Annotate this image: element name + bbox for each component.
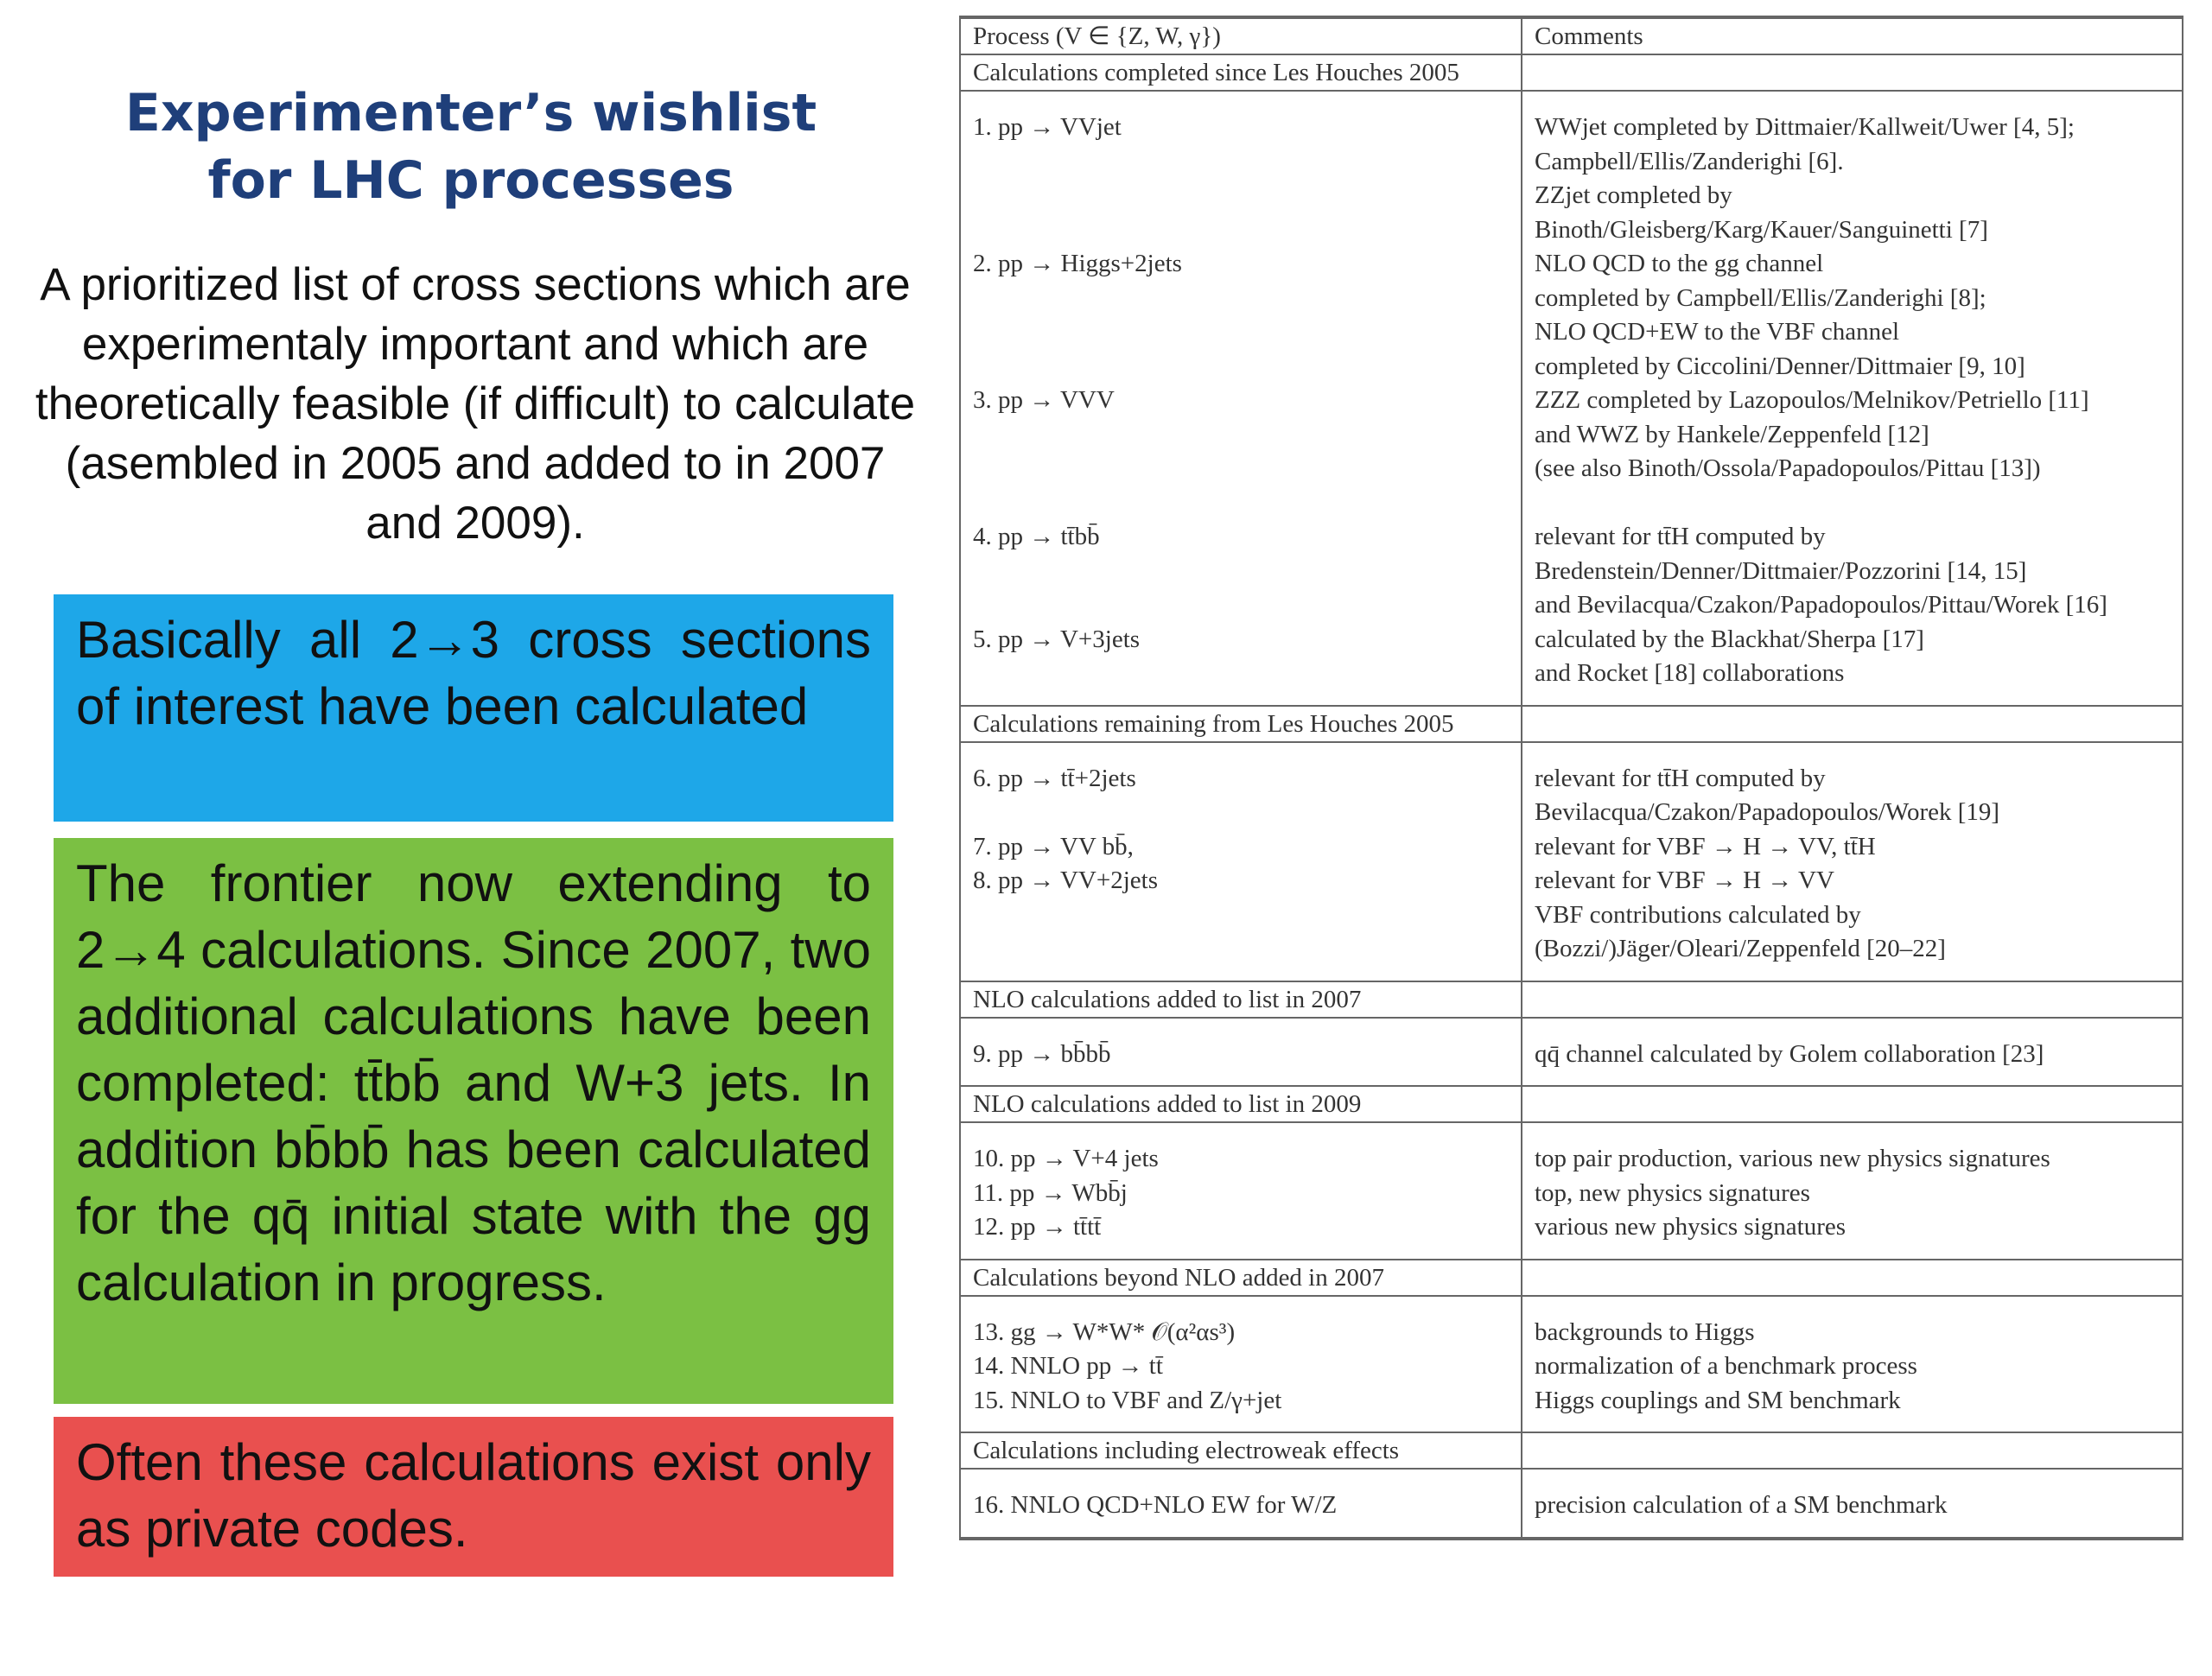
comment-line: relevant for tt̄H computed by [1535,523,1826,550]
wishlist-table-container [959,16,2186,1676]
comment-line: and Bevilacqua/Czakon/Papadopoulos/Pittau/Worek [16] [1535,591,2107,619]
line-spacer [973,486,1509,521]
intro-paragraph: A prioritized list of cross sections which are experimentaly important and which are theoretically feasible (if difficult) to calculate (asembled in 2005 and added to in 2007 and 2009). [35,259,916,549]
line-spacer [973,350,1509,384]
section-heading-row [960,1086,2183,1122]
comment-line: (Bozzi/)Jäger/Oleari/Zeppenfeld [20–22] [1535,935,1946,962]
section-heading-empty-cell [1522,1086,2183,1122]
blue-callout-box: Basically all 2→3 cross sections of interest have been calculated [54,594,893,822]
red-callout-box: Often these calculations exist only as private codes. [54,1417,893,1577]
section-heading: Calculations remaining from Les Houches 2005 [960,706,1522,742]
process-entry: 4. pp → tt̄bb̄ [973,523,1100,550]
line-spacer [973,452,1509,486]
section-heading-empty-cell [1522,1432,2183,1469]
section-body-row [960,1018,2183,1087]
process-entry: 2. pp → Higgs+2jets [973,250,1182,277]
green-callout-box: The frontier now extending to 2→4 calculations. Since 2007, two additional calculations have been completed: tt̄bb̄ and W+3 jets. In addition bb̄bb̄ has been calculated for the qq̄ initial state with the gg calculation in progress. [54,838,893,1404]
comment-line: completed by Ciccolini/Denner/Dittmaier [9, 10] [1535,352,2025,380]
line-spacer [973,282,1509,316]
comment-line: and Rocket [18] collaborations [1535,659,1845,687]
table-body [960,54,2183,1539]
comment-line: qq̄ channel calculated by Golem collaboration [23] [1535,1039,2044,1068]
comments-cell [1522,1018,2183,1087]
section-heading-empty-cell [1522,1260,2183,1296]
section-heading-row [960,981,2183,1018]
section-heading-empty-cell [1522,981,2183,1018]
process-entry: 15. NNLO to VBF and Z/γ+jet [973,1386,1282,1414]
process-cell [960,1296,1522,1433]
wishlist-table [959,16,2183,1540]
process-entry: 10. pp → V+4 jets [973,1145,1159,1172]
comments-cell [1522,91,2183,706]
slide-title-line-2: for LHC processes [207,150,734,211]
process-entry: 6. pp → tt̄+2jets [973,764,1136,792]
line-spacer [973,796,1509,830]
process-entry: 14. NNLO pp → tt̄ [973,1352,1163,1380]
section-heading: NLO calculations added to list in 2007 [960,981,1522,1018]
section-heading: NLO calculations added to list in 2009 [960,1086,1522,1122]
process-cell [960,742,1522,981]
comment-line: top, new physics signatures [1535,1178,1810,1207]
line-spacer [973,315,1509,350]
comment-line: normalization of a benchmark process [1535,1352,1917,1380]
comment-line: ZZZ completed by Lazopoulos/Melnikov/Petriello [11] [1535,386,2089,414]
process-cell [960,1469,1522,1539]
comment-line: Bredenstein/Denner/Dittmaier/Pozzorini [14, 15] [1535,556,2027,585]
comment-line: ZZjet completed by [1535,181,1732,209]
process-cell [960,1018,1522,1087]
section-heading-row [960,1432,2183,1469]
section-heading: Calculations including electroweak effects [960,1432,1522,1469]
process-entry: 1. pp → VVjet [973,113,1122,141]
process-cell [960,91,1522,706]
section-heading-row [960,706,2183,742]
comment-line: and WWZ by Hankele/Zeppenfeld [12] [1535,420,1929,448]
line-spacer [973,588,1509,623]
comment-line: NLO QCD to the gg channel [1535,250,1824,277]
line-spacer [973,145,1509,180]
slide-title [35,79,907,214]
comment-line: Higgs couplings and SM benchmark [1535,1386,1901,1414]
comment-line: completed by Campbell/Ellis/Zanderighi [8]; [1535,283,1986,312]
section-body-row [960,1296,2183,1433]
comment-line: VBF contributions calculated by [1535,900,1861,929]
comments-cell [1522,1122,2183,1260]
section-body-row [960,1122,2183,1260]
line-spacer [973,179,1509,213]
process-entry: 12. pp → tt̄tt̄ [973,1213,1102,1241]
process-cell [960,1122,1522,1260]
table-header-row [960,17,2183,54]
comment-line: calculated by the Blackhat/Sherpa [17] [1535,625,1924,653]
comment-line: relevant for tt̄H computed by [1535,764,1826,792]
section-heading-row [960,54,2183,91]
left-column [0,0,942,1659]
comment-line: top pair production, various new physics signatures [1535,1145,2050,1172]
section-heading-empty-cell [1522,706,2183,742]
section-heading: Calculations beyond NLO added in 2007 [960,1260,1522,1296]
comment-line: WWjet completed by Dittmaier/Kallweit/Uwer [4, 5]; [1535,113,2075,141]
line-spacer [973,213,1509,248]
comment-line: Binoth/Gleisberg/Karg/Kauer/Sanguinetti [7] [1535,215,1988,244]
section-heading-empty-cell [1522,54,2183,91]
line-spacer [1535,486,2170,521]
process-entry: 3. pp → VVV [973,386,1115,414]
process-entry: 13. gg → W*W* 𝒪(α²αs³) [973,1317,1236,1346]
comment-line: relevant for VBF → H → VV [1535,867,1834,894]
comment-line: precision calculation of a SM benchmark [1535,1491,1948,1519]
comments-column-header: Comments [1522,17,2183,54]
section-body-row [960,742,2183,981]
comments-cell [1522,742,2183,981]
process-entry: 11. pp → Wbb̄j [973,1178,1128,1207]
comments-cell [1522,1469,2183,1539]
process-column-header: Process (V ∈ {Z, W, γ}) [960,17,1522,54]
section-heading-row [960,1260,2183,1296]
comment-line: (see also Binoth/Ossola/Papadopoulos/Pittau [13]) [1535,454,2041,482]
process-entry: 5. pp → V+3jets [973,625,1141,653]
comment-line: Bevilacqua/Czakon/Papadopoulos/Worek [19] [1535,798,2000,826]
comments-cell [1522,1296,2183,1433]
comment-line: backgrounds to Higgs [1535,1317,1755,1346]
section-body-row [960,91,2183,706]
comment-line: NLO QCD+EW to the VBF channel [1535,318,1900,346]
slide-title-line-1: Experimenter’s wishlist [124,83,817,143]
line-spacer [973,555,1509,589]
process-entry: 9. pp → bb̄bb̄ [973,1039,1111,1068]
comment-line: Campbell/Ellis/Zanderighi [6]. [1535,147,1844,175]
section-body-row [960,1469,2183,1539]
process-entry: 8. pp → VV+2jets [973,867,1158,894]
line-spacer [973,418,1509,453]
comment-line: various new physics signatures [1535,1213,1847,1241]
section-heading: Calculations completed since Les Houches 2005 [960,54,1522,91]
process-entry: 16. NNLO QCD+NLO EW for W/Z [973,1491,1338,1519]
comment-line: relevant for VBF → H → VV, tt̄H [1535,832,1876,860]
process-entry: 7. pp → VV bb̄, [973,832,1134,860]
